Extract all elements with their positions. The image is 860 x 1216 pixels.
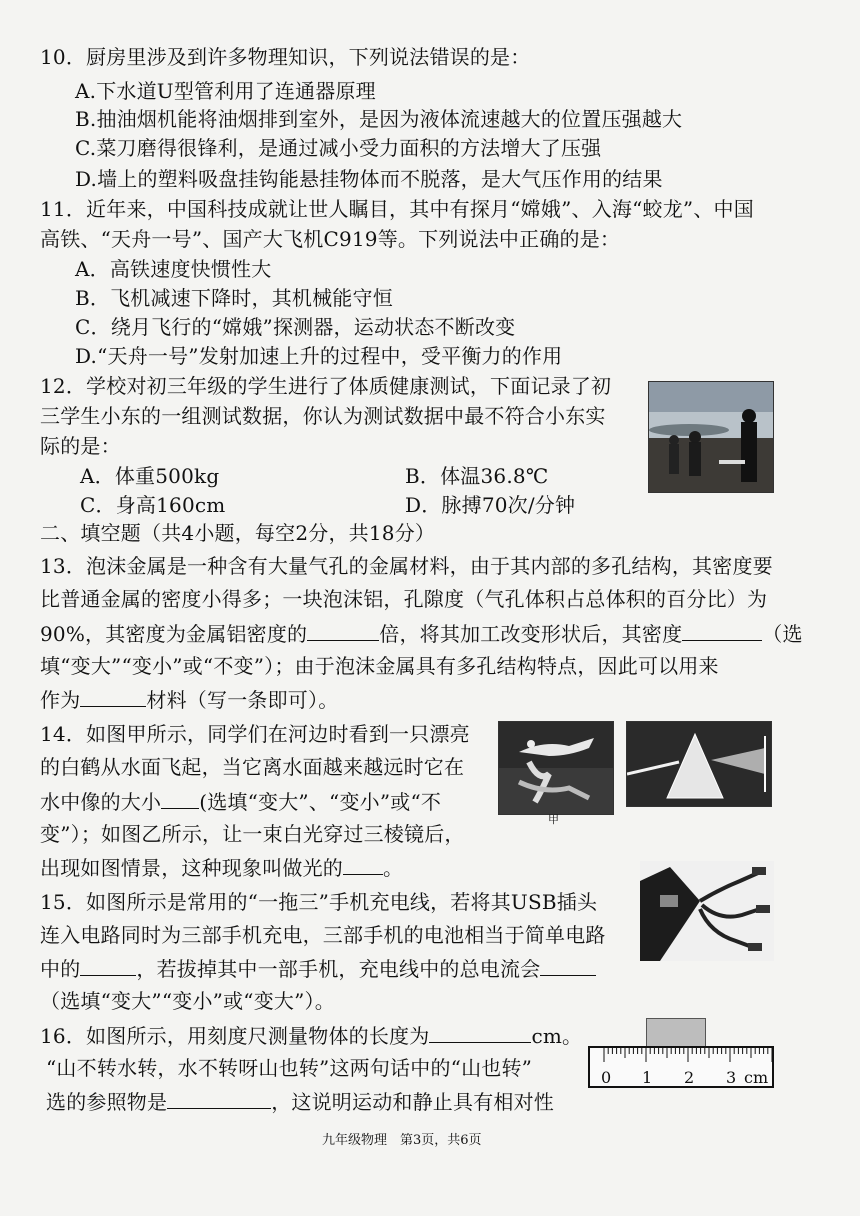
ruler-figure [588,1012,776,1090]
ruler-label-1: 1 [642,1068,653,1087]
q16-line1 [40,1022,582,1049]
q11-stem-line1: 11．近年来，中国科技成就让世人瞩目，其中有探月“嫦娥”、入海“蛟龙”、中国 [40,197,754,221]
q14-line5 [40,854,403,881]
q13-line2: 比普通金属的密度小得多；一块泡沫铝，孔隙度（气孔体积占总体积的百分比）为 [40,587,768,611]
crane-reflection-photo [498,721,614,815]
section-fill-in-heading: 二、填空题（共4小题，每空2分，共18分） [40,521,436,545]
q12-stem-line3: 际的是： [40,434,121,458]
q10-option-a: A.下水道U型管利用了连通器原理 [75,79,376,103]
q15-line4: （选填“变大”“变小”或“变大”）。 [40,989,335,1013]
q11-option-a: A．高铁速度快惯性大 [75,257,272,281]
q12-option-a: A．体重500kg [80,464,220,488]
q16-line3-text-b: ，这说明运动和静止具有相对性 [271,1090,555,1114]
q11-option-d: D.“天舟一号”发射加速上升的过程中，受平衡力的作用 [75,344,563,368]
ruler-unit-label: cm [744,1068,769,1087]
q11-option-c: C．绕月飞行的“嫦娥”探测器，运动状态不断改变 [75,315,516,339]
q13-blank-2[interactable] [682,620,762,641]
q14-line1: 14．如图甲所示，同学们在河边时看到一只漂亮 [40,722,470,746]
q14-line5-text-a: 出现如图情景，这种现象叫做光的 [40,856,343,880]
q15-line2: 连入电路同时为三部手机充电，三部手机的电池相当于简单电路 [40,923,606,947]
fitness-test-photo [648,381,774,493]
prism-dispersion-photo [626,721,772,807]
q10-option-b: B.抽油烟机能将油烟排到室外，是因为液体流速越大的位置压强越大 [75,107,683,131]
q13-line1: 13．泡沫金属是一种含有大量气孔的金属材料，由于其内部的多孔结构，其密度要 [40,554,773,578]
q14-line3-text-a: 水中像的大小 [40,790,162,814]
q12-option-c: C．身高160cm [80,493,226,517]
ruler-label-2: 2 [684,1068,695,1087]
q16-line1-text-a: 16．如图所示，用刻度尺测量物体的长度为 [40,1024,430,1048]
q13-line3-text-b: 倍，将其加工改变形状后，其密度 [379,622,683,646]
q12-stem-line2: 三学生小东的一组测试数据，你认为测试数据中最不符合小东实 [40,404,606,428]
q12-option-b: B．体温36.8℃ [405,464,549,488]
q16-line3 [46,1088,554,1115]
q13-line3-text-c: （选 [762,622,803,646]
q13-blank-3[interactable] [80,686,146,707]
q15-line3-text-b: ，若拔掉其中一部手机，充电线中的总电流会 [136,957,541,981]
q12-stem-line1: 12．学校对初三年级的学生进行了体质健康测试，下面记录了初 [40,374,612,398]
q15-blank-1[interactable] [80,955,136,976]
q16-line1-text-b: cm。 [531,1024,583,1048]
q16-blank-2[interactable] [167,1088,271,1109]
ruler-label-3: 3 [726,1068,737,1087]
q10-stem: 10．厨房里涉及到许多物理知识，下列说法错误的是： [40,45,531,69]
q13-line5-text-b: 材料（写一条即可）。 [146,688,339,712]
q14-line5-text-b: 。 [383,856,404,880]
q13-line5-text-a: 作为 [40,688,81,712]
q10-option-c: C.菜刀磨得很锋利，是通过减小受力面积的方法增大了压强 [75,136,602,160]
q15-blank-2[interactable] [540,955,596,976]
q14-blank-2[interactable] [343,854,383,875]
q13-line4: 填“变大”“变小”或“不变”）；由于泡沫金属具有多孔结构特点，因此可以用来 [40,654,719,678]
q13-line3 [40,620,803,647]
q16-line3-text-a: 选的参照物是 [46,1090,168,1114]
q16-blank-1[interactable] [429,1022,531,1043]
q15-line3 [40,955,596,982]
q14-line3-text-b: (选填“变大”、“变小”或“不 [199,790,442,814]
q13-blank-1[interactable] [307,620,379,641]
q14-line4: 变”）；如图乙所示，让一束白光穿过三棱镜后， [40,822,465,846]
q15-line3-text-a: 中的 [40,957,81,981]
figure-jia-label: 甲 [548,813,559,826]
q13-line5 [40,686,338,713]
q14-line3 [40,788,441,815]
ruler-label-0: 0 [601,1068,612,1087]
q14-blank-1[interactable] [161,788,199,809]
q13-line3-text-a: 90%，其密度为金属铝密度的 [40,622,308,646]
q10-option-d: D.墙上的塑料吸盘挂钩能悬挂物体而不脱落，是大气压作用的结果 [75,167,663,191]
q11-option-b: B．飞机减速下降时，其机械能守恒 [75,286,393,310]
page-footer: 九年级物理 第3页，共6页 [322,1133,482,1148]
q12-option-d: D．脉搏70次/分钟 [405,493,576,517]
q16-line2: “山不转水转，水不转呀山也转”这两句话中的“山也转” [46,1056,533,1080]
charging-cable-photo [640,861,774,961]
q11-stem-line2: 高铁、“天舟一号”、国产大飞机C919等。下列说法中正确的是： [40,227,621,251]
q14-line2: 的白鹤从水面飞起，当它离水面越来越远时它在 [40,755,465,779]
q15-line1: 15．如图所示是常用的“一拖三”手机充电线，若将其USB插头 [40,890,598,914]
